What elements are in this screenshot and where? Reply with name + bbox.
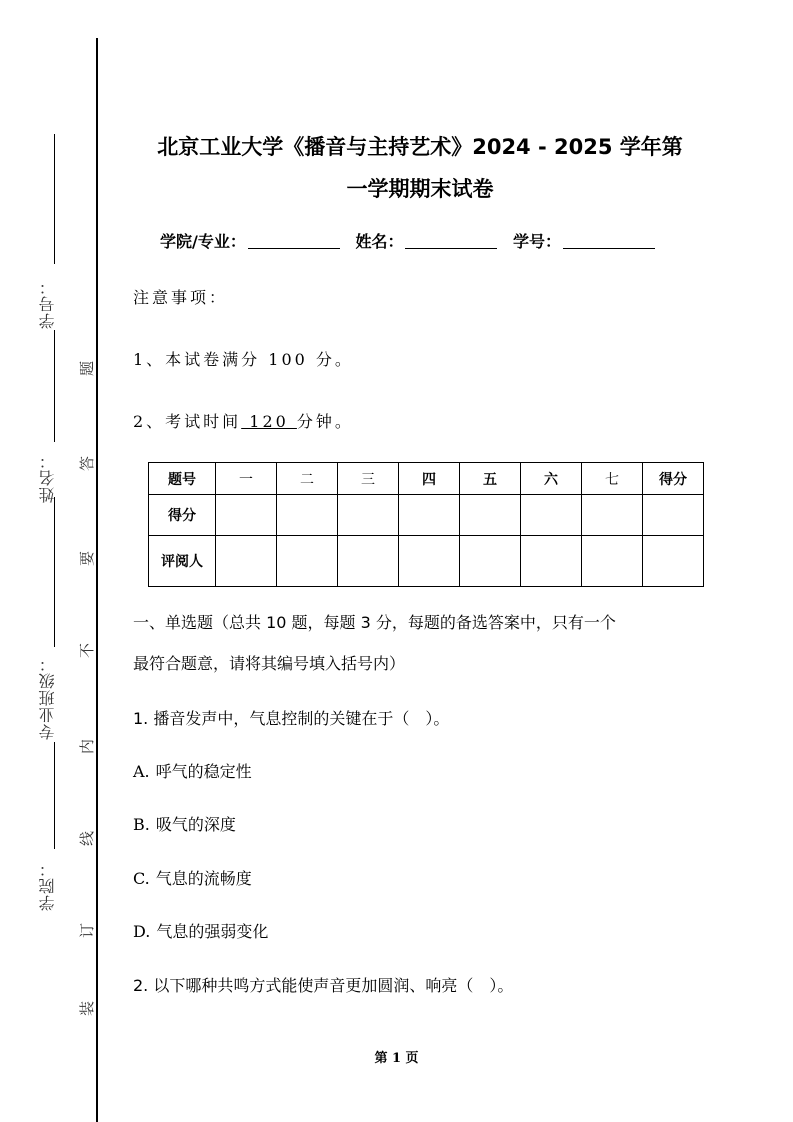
score-cell[interactable] <box>521 495 582 536</box>
seal-char: 要 <box>78 550 97 567</box>
seal-char: 内 <box>78 738 97 755</box>
margin-line <box>54 742 55 849</box>
section-intro-line1: 一、单选题（总共 10 题，每题 3 分，每题的备选答案中，只有一个 <box>133 613 616 632</box>
name-label: 姓名： <box>355 232 404 251</box>
score-cell[interactable] <box>582 495 643 536</box>
header-cell: 四 <box>399 463 460 495</box>
grader-cell[interactable] <box>643 536 704 587</box>
note-item-2 <box>133 409 354 432</box>
grader-cell[interactable] <box>399 536 460 587</box>
option-b[interactable] <box>133 812 236 835</box>
score-table <box>148 462 704 587</box>
row-label: 得分 <box>149 495 216 536</box>
seal-char: 题 <box>78 360 97 377</box>
note-item-2-suffix: 分钟。 <box>296 412 354 431</box>
margin-label-college: 学院： <box>38 860 57 911</box>
score-table-header <box>149 463 704 495</box>
table-row <box>149 536 704 587</box>
question-1-stem: 1. 播音发声中，气息控制的关键在于（ ）。 <box>133 709 450 728</box>
page-title-line2: 一学期期末试卷 <box>346 177 494 201</box>
page-number: 第 1 页 <box>374 1051 419 1066</box>
margin-line <box>54 134 55 264</box>
score-cell[interactable] <box>643 495 704 536</box>
score-cell[interactable] <box>399 495 460 536</box>
score-cell[interactable] <box>460 495 521 536</box>
grader-cell[interactable] <box>521 536 582 587</box>
page-title-line1: 北京工业大学《播音与主持艺术》2024 - 2025 学年第 <box>157 135 683 159</box>
section-intro-line2: 最符合题意，请将其编号填入括号内） <box>133 654 406 673</box>
college-field[interactable] <box>248 234 340 249</box>
seal-char: 不 <box>78 642 97 659</box>
header-cell: 六 <box>521 463 582 495</box>
question-2-stem: 2. 以下哪种共鸣方式能使声音更加圆润、响亮（ ）。 <box>133 976 514 995</box>
note-item-1: 1、本试卷满分 100 分。 <box>133 350 354 369</box>
option-text: 气息的强弱变化 <box>156 922 269 941</box>
header-cell: 一 <box>216 463 277 495</box>
score-cell[interactable] <box>216 495 277 536</box>
option-label: C. <box>133 869 150 888</box>
grader-cell[interactable] <box>216 536 277 587</box>
option-a[interactable] <box>133 759 252 782</box>
notes-heading: 注意事项： <box>133 288 229 307</box>
option-c[interactable] <box>133 866 252 889</box>
header-cell: 题号 <box>149 463 216 495</box>
seal-char: 线 <box>78 830 97 847</box>
option-d[interactable] <box>133 919 268 942</box>
header-cell: 七 <box>582 463 643 495</box>
header-cell: 二 <box>277 463 338 495</box>
option-label: D. <box>133 922 151 941</box>
grader-cell[interactable] <box>277 536 338 587</box>
grader-cell[interactable] <box>460 536 521 587</box>
score-cell[interactable] <box>338 495 399 536</box>
student-id-field[interactable] <box>563 234 655 249</box>
binding-line <box>96 38 98 1122</box>
header-cell: 五 <box>460 463 521 495</box>
score-cell[interactable] <box>277 495 338 536</box>
table-row <box>149 495 704 536</box>
margin-label-student-id: 学号： <box>38 278 57 329</box>
name-field[interactable] <box>405 234 497 249</box>
option-text: 气息的流畅度 <box>155 869 252 888</box>
grader-cell[interactable] <box>582 536 643 587</box>
grader-cell[interactable] <box>338 536 399 587</box>
seal-char: 答 <box>78 455 97 472</box>
seal-char: 订 <box>78 922 97 939</box>
margin-line <box>54 330 55 442</box>
exam-duration-value: 120 <box>241 412 297 431</box>
college-label: 学院/专业： <box>160 232 246 251</box>
option-text: 呼气的稳定性 <box>155 762 252 781</box>
margin-label-name: 姓名： <box>38 452 57 503</box>
note-item-2-prefix: 2、考试时间 <box>133 412 242 431</box>
margin-line <box>54 497 55 647</box>
row-label: 评阅人 <box>149 536 216 587</box>
student-info-line <box>160 229 680 252</box>
seal-char: 装 <box>78 1000 97 1017</box>
option-text: 吸气的深度 <box>155 815 236 834</box>
margin-label-class: 专业班级： <box>38 655 57 740</box>
header-cell: 得分 <box>643 463 704 495</box>
option-label: A. <box>133 762 150 781</box>
option-label: B. <box>133 815 150 834</box>
student-id-label: 学号： <box>513 232 562 251</box>
header-cell: 三 <box>338 463 399 495</box>
